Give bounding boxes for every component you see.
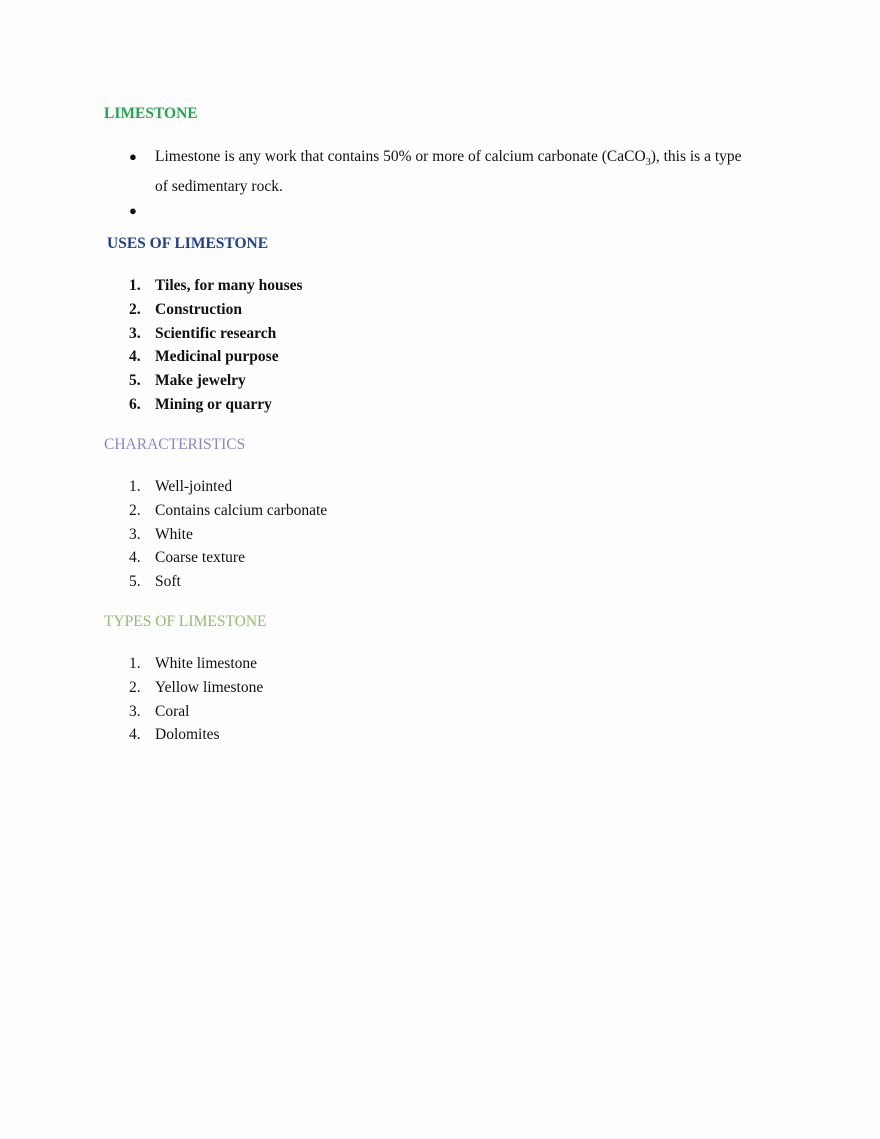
list-item	[0, 546, 755, 570]
list-item	[0, 345, 755, 369]
uses-list	[0, 274, 755, 417]
bullet-icon: ●	[129, 202, 137, 218]
list-item	[0, 145, 755, 199]
list-item	[0, 475, 755, 499]
list-number: 3.	[129, 525, 141, 543]
characteristics-heading: CHARACTERISTICS	[104, 436, 246, 453]
list-number: 1.	[129, 277, 141, 294]
uses-heading: USES OF LIMESTONE	[107, 235, 269, 252]
list-item	[0, 322, 755, 346]
list-text: Coarse texture	[155, 549, 245, 567]
list-number: 2.	[129, 678, 141, 696]
list-text: Well-jointed	[155, 478, 233, 495]
limestone-heading: LIMESTONE	[104, 105, 198, 122]
list-text: Yellow limestone	[155, 678, 264, 696]
list-item	[0, 499, 755, 523]
list-number: 1.	[129, 478, 141, 495]
list-number: 4.	[129, 549, 141, 567]
characteristics-list	[0, 475, 755, 594]
bullet-subscript: 3	[645, 157, 651, 169]
list-text: Mining or quarry	[155, 395, 272, 413]
types-heading: TYPES OF LIMESTONE	[104, 613, 267, 630]
list-text: Tiles, for many houses	[155, 277, 303, 294]
bullet-text-after: ), this is a type of sedimentary rock.	[155, 148, 742, 195]
list-number: 4.	[129, 348, 141, 366]
bullet-text-before: Limestone is any work that contains 50% or more of calcium carbonate (CaCO	[155, 148, 646, 165]
list-text: Dolomites	[155, 726, 220, 744]
limestone-bullet-list	[0, 145, 755, 222]
list-item	[0, 274, 755, 298]
list-text: White	[155, 525, 193, 543]
list-item	[0, 652, 755, 676]
list-text: Medicinal purpose	[155, 348, 279, 366]
list-number: 5.	[129, 573, 141, 591]
list-number: 3.	[129, 702, 141, 720]
list-text: Make jewelry	[155, 372, 246, 390]
list-item	[0, 393, 755, 417]
list-item	[0, 570, 755, 594]
types-list	[0, 652, 755, 747]
list-item	[0, 723, 755, 747]
bullet-icon: ●	[129, 149, 137, 164]
list-item	[0, 369, 755, 393]
list-text: Construction	[155, 300, 242, 318]
list-text: White limestone	[155, 655, 258, 672]
list-number: 3.	[129, 324, 141, 342]
list-item	[0, 199, 755, 223]
list-number: 6.	[129, 395, 141, 413]
list-text: Contains calcium carbonate	[155, 501, 328, 519]
list-item	[0, 700, 755, 724]
list-text: Coral	[155, 702, 190, 720]
list-number: 1.	[129, 655, 141, 672]
list-item	[0, 523, 755, 547]
list-item	[0, 676, 755, 700]
list-text: Soft	[155, 573, 181, 591]
list-item	[0, 298, 755, 322]
list-text: Scientific research	[155, 324, 277, 342]
list-number: 5.	[129, 372, 141, 390]
list-number: 2.	[129, 501, 141, 519]
list-number: 4.	[129, 726, 141, 744]
list-number: 2.	[129, 300, 141, 318]
